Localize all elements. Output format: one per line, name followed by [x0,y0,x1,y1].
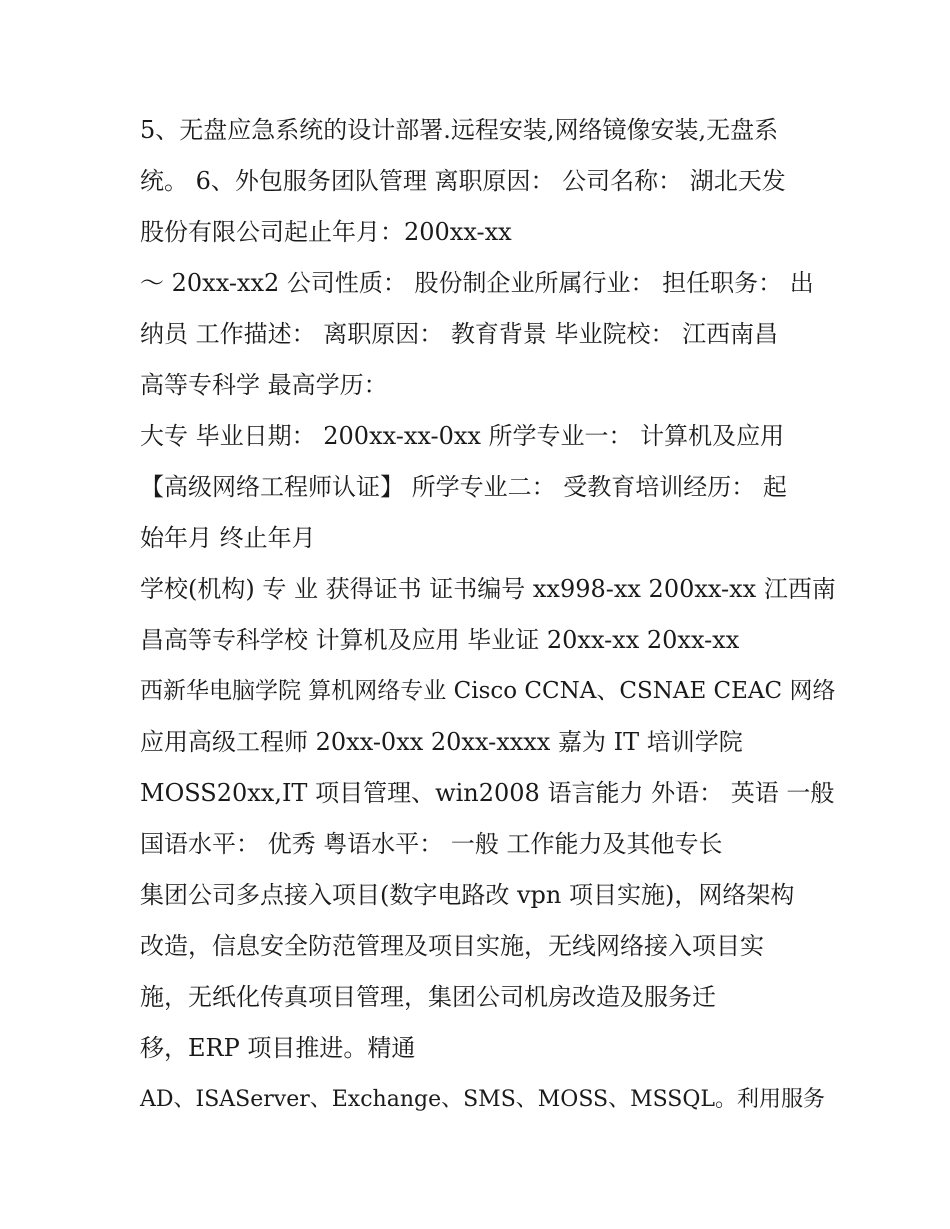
text-line: 西新华电脑学院 算机网络专业 Cisco CCNA、CSNAE CEAC 网络 [140,678,836,704]
text-line: 股份有限公司起止年月：200xx-xx [140,218,512,246]
text-line: 学校(机构) 专 业 获得证书 证书编号 xx998-xx 200xx-xx 江西南 [140,575,836,603]
text-line: ～ 20xx-xx2 公司性质： 股份制企业所属行业： 担任职务： 出 [140,269,814,297]
text-line: 集团公司多点接入项目(数字电路改 vpn 项目实施)，网络架构 [140,881,795,909]
text-line: 始年月 终止年月 [140,524,316,552]
text-line: 5、无盘应急系统的设计部署.远程安装,网络镜像安装,无盘系 [140,116,779,144]
text-line: 统。 6、外包服务团队管理 离职原因： 公司名称： 湖北天发 [140,167,786,195]
text-line: 国语水平： 优秀 粤语水平： 一般 工作能力及其他专长 [140,830,723,858]
text-line: 【高级网络工程师认证】 所学专业二： 受教育培训经历： 起 [140,473,787,501]
document-body [140,105,836,1125]
text-line: 纳员 工作描述： 离职原因： 教育背景 毕业院校： 江西南昌 [140,320,779,348]
text-line: 昌高等专科学校 计算机及应用 毕业证 20xx-xx 20xx-xx [140,626,740,654]
text-line: 高等专科学 最高学历： [140,371,388,399]
text-line: MOSS20xx,IT 项目管理、win2008 语言能力 外语： 英语 一般 [140,779,835,807]
text-line: AD、ISAServer、Exchange、SMS、MOSS、MSSQL。利用服务 [140,1087,826,1112]
text-line: 移，ERP 项目推进。精通 [140,1034,416,1062]
text-line: 施，无纸化传真项目管理，集团公司机房改造及服务迁 [140,983,716,1011]
text-line: 应用高级工程师 20xx-0xx 20xx-xxxx 嘉为 IT 培训学院 [140,728,743,756]
text-line: 改造，信息安全防范管理及项目实施，无线网络接入项目实 [140,932,764,960]
text-line: 大专 毕业日期： 200xx-xx-0xx 所学专业一： 计算机及应用 [140,422,785,450]
